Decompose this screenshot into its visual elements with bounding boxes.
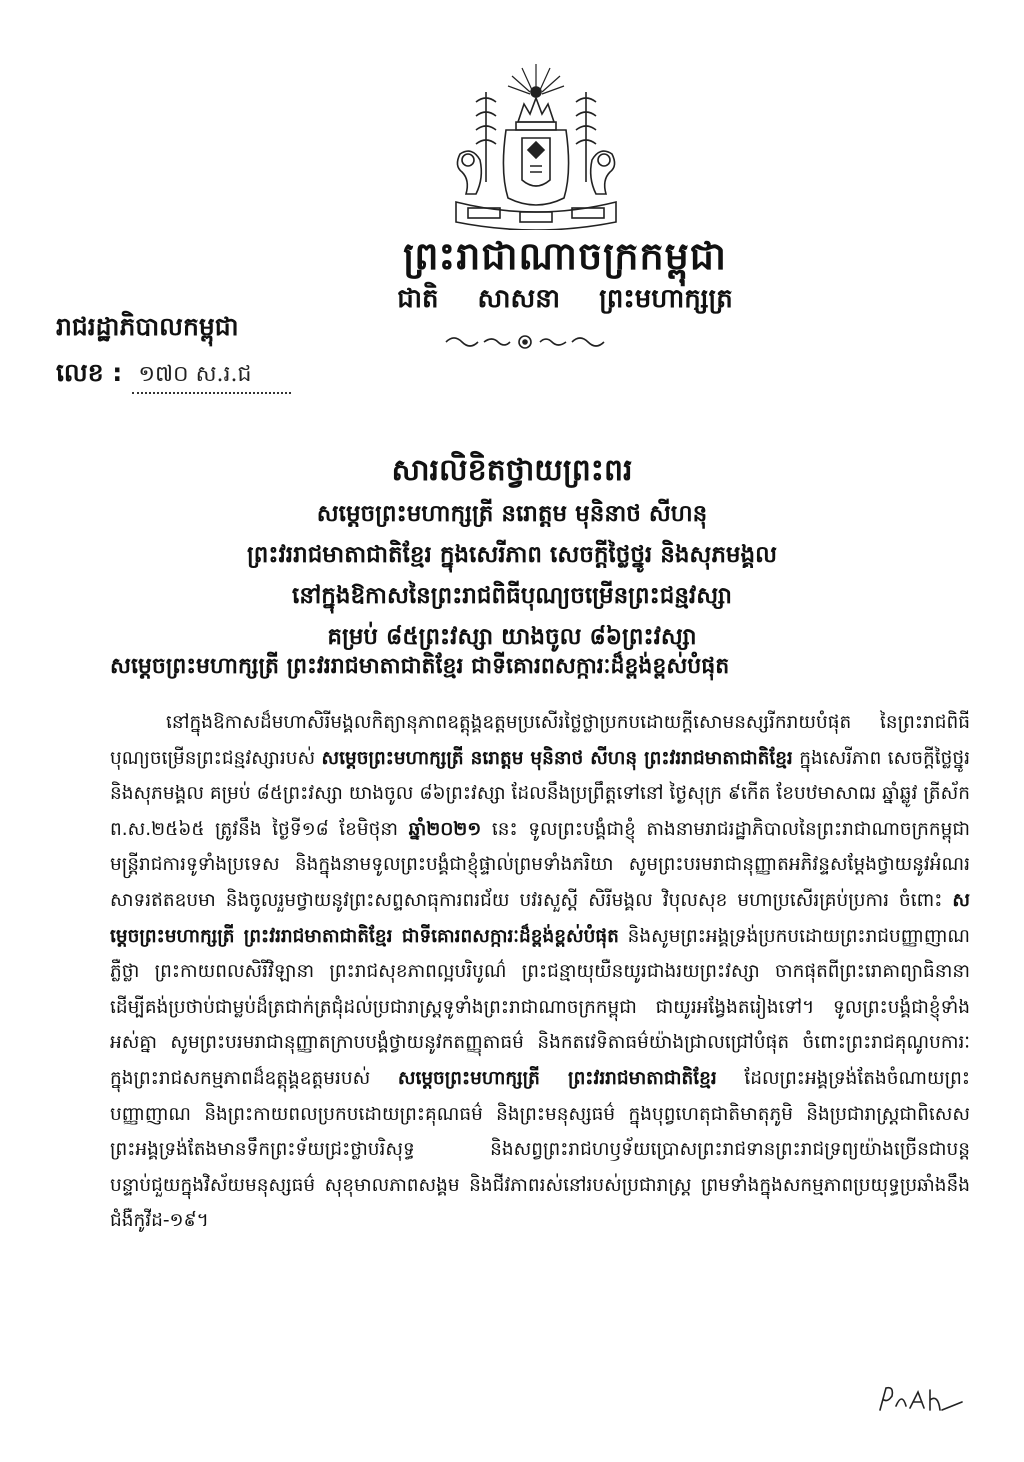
royal-coat-of-arms-icon [446, 62, 626, 230]
body-bold-2: ឆ្នាំ២០២១ [408, 818, 482, 840]
reference-number [56, 358, 291, 394]
national-motto: ជាតិ សាសនា ព្រះមហាក្សត្រ [397, 284, 733, 314]
kingdom-title: ព្រះរាជាណាចក្រកម្ពុជា [403, 234, 727, 278]
letter-body [110, 705, 970, 1239]
body-bold-3: សម្តេចព្រះមហាក្សត្រី ព្រះវររាជមាតាជាតិខ្មែរ ជាទីគោរពសក្ការៈដ៏ខ្ពង់ខ្ពស់បំផុត [110, 889, 970, 947]
body-text-2: ក្នុងសេរីភាព សេចក្តីថ្លៃថ្នូរ និងសុភមង្គល គម្រប់ ៨៥ព្រះវស្សា យាងចូល ៨៦ព្រះវស្សា ដែលនឹងប្រព្រឹត្តទៅនៅ ថ្ងៃសុក្រ ៩កើត ខែបឋមាសាឍ ឆ្នាំឆ្លូវ ត្រីស័ក ព.ស.២៥៦៥ ត្រូវនឹង ថ្ងៃទី១៨ ខែមិថុនា [110, 747, 971, 840]
heading-line-3: នៅក្នុងឱកាសនៃព្រះរាជពិធីបុណ្យចម្រើនព្រះជន្មវស្សា [292, 583, 732, 609]
reference-label: លេខ : [56, 358, 123, 387]
document-title: សារលិខិតថ្វាយព្រះពរ [391, 453, 633, 488]
body-bold-4: សម្តេចព្រះមហាក្សត្រី ព្រះវររាជមាតាជាតិខ្មែរ [397, 1067, 717, 1089]
heading-line-1: សម្តេចព្រះមហាក្សត្រី នរោត្តម មុនិនាថ សីហនុ [316, 501, 708, 527]
body-paragraph [110, 705, 970, 1239]
handwritten-initials-icon [876, 1382, 966, 1418]
body-text-4: និងសូមព្រះអង្គទ្រង់ប្រកបដោយព្រះរាជបញ្ញាញាណភ្លឺថ្លា ព្រះកាយពលសិរីវិឡានា ព្រះរាជសុខភាពល្អបរិបូណ៌ ព្រះជន្មាយុយឺនយូរជាងរយព្រះវស្សា ចាកផុតពីព្រះរោគាព្យាធិនានា ដើម្បីគង់ប្រថាប់ជាម្លប់ដ៏ត្រជាក់ត្រជុំដល់ប្រជារាស្ត្រទូទាំងព្រះរាជាណាចក្រកម្ពុជា ជាយូរអង្វែងតរៀងទៅ។ ទូលព្រះបង្គំជាខ្ញុំទាំងអស់គ្នា សូមព្រះបរមរាជានុញ្ញាតក្រាបបង្គំថ្វាយនូវកតញ្ញុតាធម៌ និងកតវេទិតាធម៌យ៉ាងជ្រាលជ្រៅបំផុត ចំពោះព្រះរាជគុណូបការៈក្នុងព្រះរាជសកម្មភាពដ៏ឧត្តុង្គឧត្តមរបស់ [110, 925, 970, 1089]
body-bold-1: សម្តេចព្រះមហាក្សត្រី នរោត្តម មុនិនាថ សីហនុ ព្រះវររាជមាតាជាតិខ្មែរ [321, 747, 793, 769]
salutation: សម្តេចព្រះមហាក្សត្រី ព្រះវររាជមាតាជាតិខ្មែរ ជាទីគោរពសក្ការៈដ៏ខ្ពង់ខ្ពស់បំផុត [110, 654, 730, 679]
decorative-divider-icon [440, 330, 610, 354]
reference-value: ១៧០ ស.រ.ជ [132, 360, 291, 394]
body-text-1: នៅក្នុងឱកាសដ៏មហាសិរីមង្គលកិត្យានុភាពឧត្តុង្គឧត្តមប្រសើរថ្លៃថ្លាប្រកបដោយក្តីសោមនស្សរីករាយបំផុត នៃព្រះរាជពិធីបុណ្យចម្រើនព្រះជន្មវស្សារបស់ [110, 712, 970, 769]
body-text-3: នេះ ទូលព្រះបង្គំជាខ្ញុំ តាងនាមរាជរដ្ឋាភិបាលនៃព្រះរាជាណាចក្រកម្ពុជា មន្ត្រីរាជការទូទាំងប្រទេស និងក្នុងនាមទូលព្រះបង្គំជាខ្ញុំផ្ទាល់ព្រមទាំងភរិយា សូមព្រះបរមរាជានុញ្ញាតអភិវន្ទសម្តែងថ្វាយនូវអំណរសាទរឥតឧបមា និងចូលរួមថ្វាយនូវព្រះសព្ទសាធុការពរជ័យ បវរសួស្តី សិរីមង្គល វិបុលសុខ មហាប្រសើរគ្រប់ប្រការ ចំពោះ [110, 818, 970, 911]
body-text-5: ដែលព្រះអង្គទ្រង់តែងចំណាយព្រះបញ្ញាញាណ និងព្រះកាយពលប្រកបដោយព្រះគុណធម៌ និងព្រះមនុស្សធម៌ ក្នុងបុព្វហេតុជាតិមាតុភូមិ និងប្រជារាស្ត្រជាពិសេស ព្រះអង្គទ្រង់តែងមានទឹកព្រះទ័យជ្រះថ្លាបរិសុទ្ធ និងសព្វព្រះរាជហឫទ័យប្រោសព្រះរាជទានព្រះរាជទ្រព្យយ៉ាងច្រើនជាបន្តបន្ទាប់ជួយក្នុងវិស័យមនុស្សធម៌ សុខុមាលភាពសង្គម និងជីវភាពរស់នៅរបស់ប្រជារាស្ត្រ ព្រមទាំងក្នុងសកម្មភាពប្រយុទ្ធប្រឆាំងនឹងជំងឺកូវីដ-១៩។ [110, 1067, 970, 1232]
heading-line-4: គម្រប់ ៨៥ព្រះវស្សា យាងចូល ៨៦ព្រះវស្សា [327, 624, 697, 650]
heading-line-2: ព្រះវររាជមាតាជាតិខ្មែរ ក្នុងសេរីភាព សេចក្តីថ្លៃថ្នូរ និងសុភមង្គល [246, 542, 778, 568]
document-heading [100, 448, 924, 658]
government-name: រាជរដ្ឋាភិបាលកម្ពុជា [56, 312, 239, 341]
